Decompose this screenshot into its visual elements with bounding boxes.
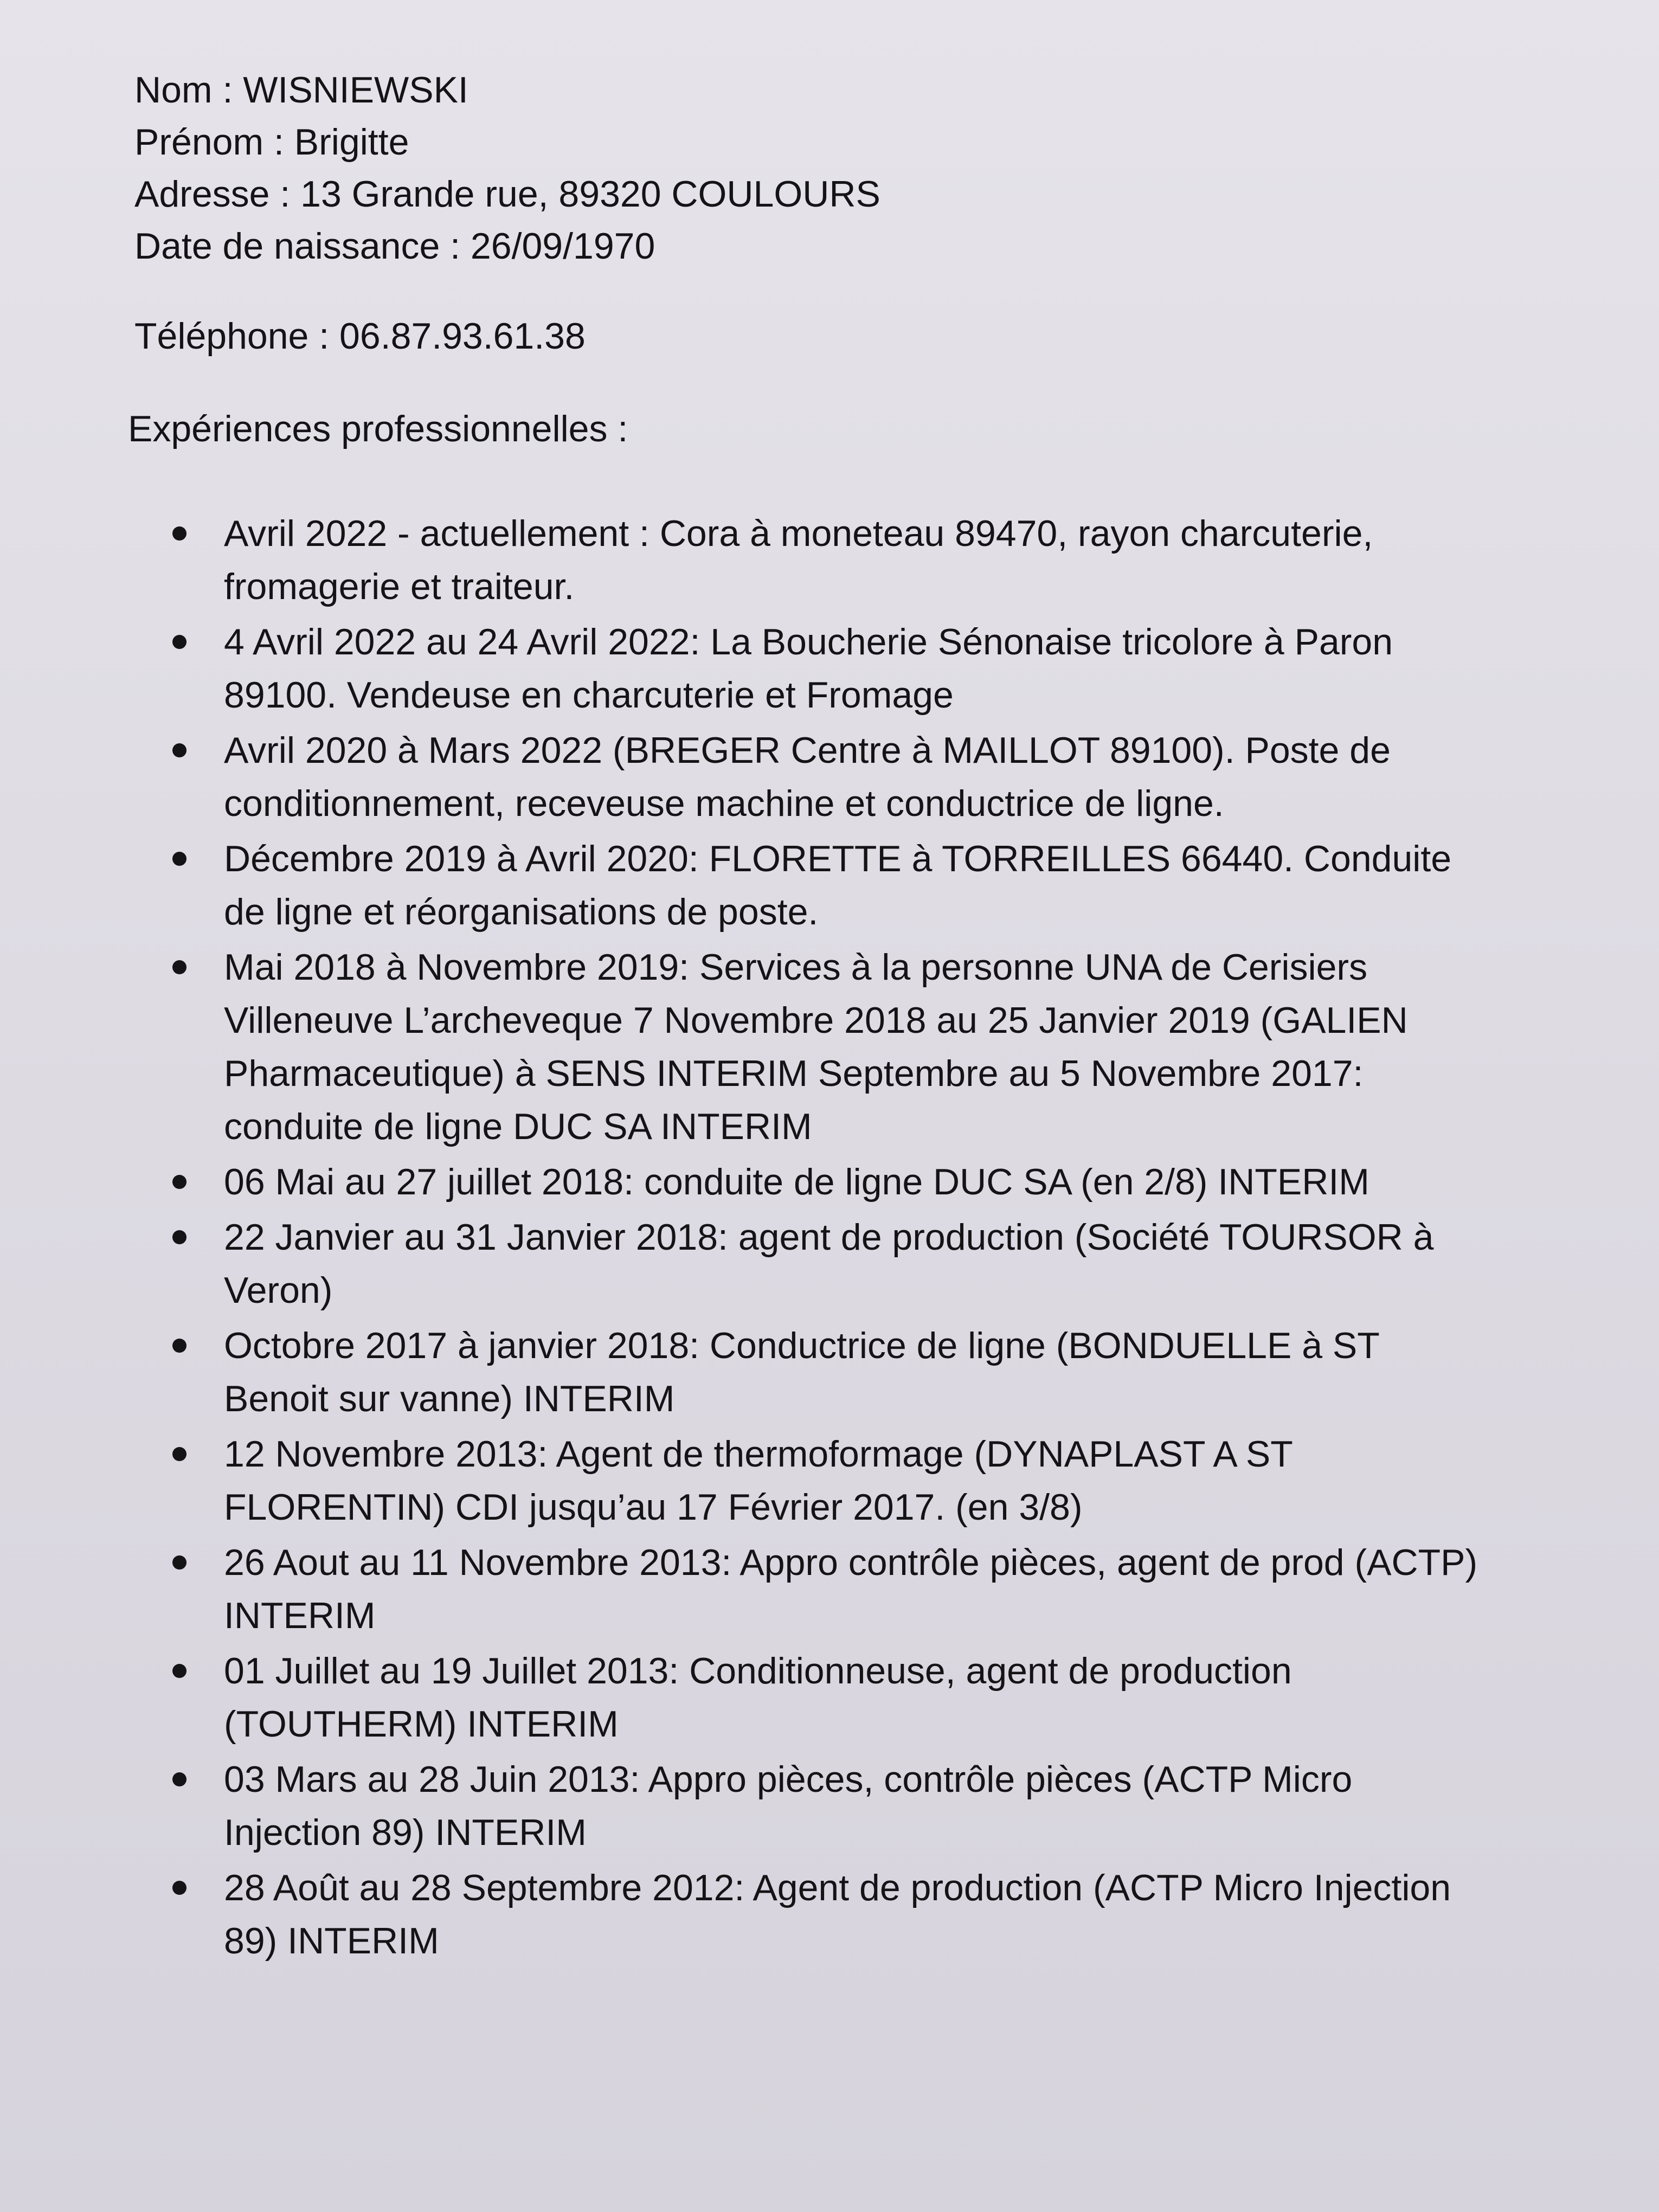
- experience-text: 4 Avril 2022 au 24 Avril 2022: La Boucherie Sénonaise tricolore à Paron 89100. Vendeuse en charcuterie et Fromage: [224, 621, 1393, 716]
- bullet-icon: [172, 1772, 187, 1786]
- bullet-icon: [172, 1664, 187, 1678]
- experience-text: Mai 2018 à Novembre 2019: Services à la personne UNA de Cerisiers Villeneuve L’archeveque 7 Novembre 2018 au 25 Janvier 2019 (GALIEN Pharmaceutique) à SENS INTERIM Septembre au 5 Novembre 2017: conduite de ligne DUC SA INTERIM: [224, 947, 1408, 1147]
- naissance-line: Date de naissance : 26/09/1970: [134, 226, 655, 267]
- list-item: [134, 1536, 1479, 1642]
- bullet-icon: [172, 852, 187, 866]
- experience-text: 01 Juillet au 19 Juillet 2013: Conditionneuse, agent de production (TOUTHERM) INTERIM: [224, 1650, 1292, 1745]
- experience-text: 03 Mars au 28 Juin 2013: Appro pièces, contrôle pièces (ACTP Micro Injection 89) INTERIM: [224, 1759, 1353, 1853]
- experience-text: Avril 2022 - actuellement : Cora à moneteau 89470, rayon charcuterie, fromagerie et traiteur.: [224, 513, 1373, 607]
- prenom-line: Prénom : Brigitte: [134, 121, 409, 163]
- list-item: [134, 1753, 1479, 1859]
- bullet-icon: [172, 1339, 187, 1353]
- experience-text: 06 Mai au 27 juillet 2018: conduite de ligne DUC SA (en 2/8) INTERIM: [224, 1161, 1369, 1203]
- experience-text: Avril 2020 à Mars 2022 (BREGER Centre à MAILLOT 89100). Poste de conditionnement, receveuse machine et conductrice de ligne.: [224, 730, 1391, 824]
- experience-list: [134, 507, 1479, 1967]
- nom-line: Nom : WISNIEWSKI: [134, 69, 468, 111]
- adresse-line: Adresse : 13 Grande rue, 89320 COULOURS: [134, 173, 880, 215]
- experience-text: Décembre 2019 à Avril 2020: FLORETTE à TORREILLES 66440. Conduite de ligne et réorganisations de poste.: [224, 838, 1452, 933]
- list-item: [134, 724, 1479, 830]
- telephone-line: Téléphone : 06.87.93.61.38: [134, 316, 586, 357]
- bullet-icon: [172, 743, 187, 757]
- list-item: [134, 1861, 1479, 1967]
- experience-text: 12 Novembre 2013: Agent de thermoformage (DYNAPLAST A ST FLORENTIN) CDI jusqu’au 17 Février 2017. (en 3/8): [224, 1433, 1293, 1528]
- experience-text: 22 Janvier au 31 Janvier 2018: agent de production (Société TOURSOR à Veron): [224, 1217, 1434, 1311]
- list-item: [134, 1427, 1479, 1534]
- bullet-icon: [172, 1447, 187, 1461]
- bullet-icon: [172, 635, 187, 649]
- list-item: [134, 1155, 1479, 1208]
- list-item: [134, 507, 1479, 613]
- bullet-icon: [172, 1555, 187, 1570]
- bullet-icon: [172, 1881, 187, 1895]
- list-item: [134, 1644, 1479, 1751]
- list-item: [134, 1319, 1479, 1425]
- bullet-icon: [172, 1230, 187, 1244]
- list-item: [134, 1211, 1479, 1317]
- section-title: Expériences professionnelles :: [128, 408, 628, 449]
- bullet-icon: [172, 1175, 187, 1189]
- bullet-icon: [172, 526, 187, 541]
- list-item: [134, 832, 1479, 938]
- experience-text: 26 Aout au 11 Novembre 2013: Appro contrôle pièces, agent de prod (ACTP) INTERIM: [224, 1542, 1478, 1636]
- experience-text: 28 Août au 28 Septembre 2012: Agent de production (ACTP Micro Injection 89) INTERIM: [224, 1867, 1451, 1962]
- bullet-icon: [172, 960, 187, 974]
- list-item: [134, 941, 1479, 1153]
- experience-text: Octobre 2017 à janvier 2018: Conductrice de ligne (BONDUELLE à ST Benoit sur vanne) INTERIM: [224, 1325, 1379, 1419]
- list-item: [134, 615, 1479, 722]
